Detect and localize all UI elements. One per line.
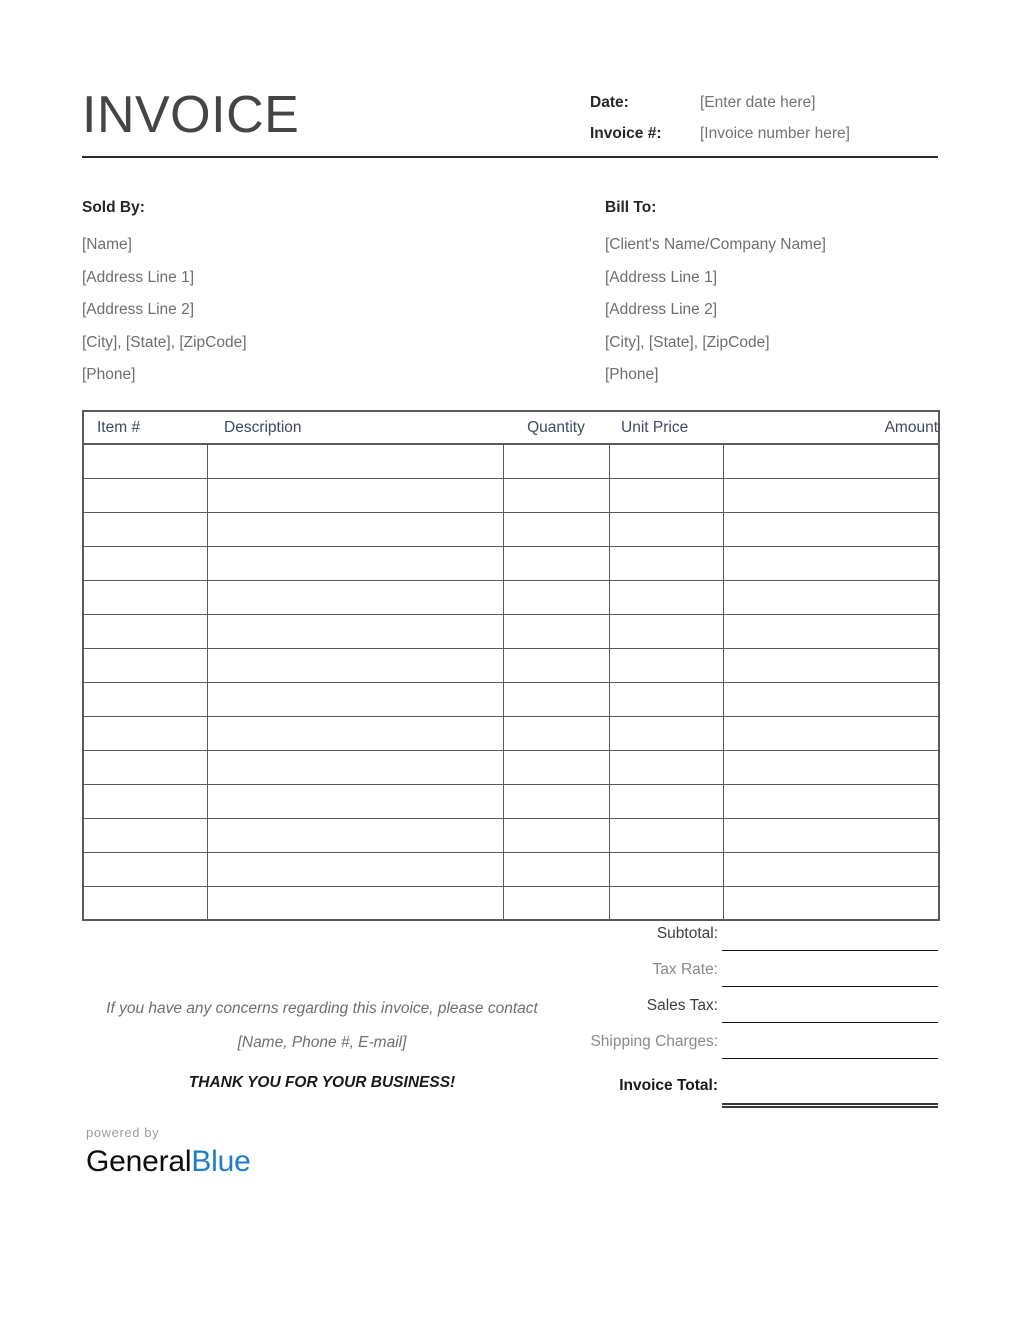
cell-quantity[interactable] <box>503 750 609 784</box>
cell-unit-price[interactable] <box>609 648 723 682</box>
table-row <box>83 580 939 614</box>
cell-item[interactable] <box>83 478 207 512</box>
cell-item[interactable] <box>83 784 207 818</box>
bill-to-heading: Bill To: <box>605 199 657 216</box>
cell-unit-price[interactable] <box>609 852 723 886</box>
cell-description[interactable] <box>207 716 503 750</box>
cell-item[interactable] <box>83 818 207 852</box>
cell-quantity[interactable] <box>503 580 609 614</box>
cell-amount[interactable] <box>723 546 939 580</box>
table-row <box>83 818 939 852</box>
shipping-charges-label: Shipping Charges: <box>590 1033 718 1050</box>
cell-unit-price[interactable] <box>609 614 723 648</box>
line-items-table <box>82 410 940 921</box>
subtotal-label: Subtotal: <box>656 925 718 942</box>
cell-quantity[interactable] <box>503 784 609 818</box>
cell-quantity[interactable] <box>503 444 609 478</box>
table-row <box>83 444 939 478</box>
table-row <box>83 478 939 512</box>
cell-unit-price[interactable] <box>609 580 723 614</box>
table-row <box>83 648 939 682</box>
invoice-meta <box>590 94 938 156</box>
table-row <box>83 614 939 648</box>
sales-tax-row <box>520 994 938 1030</box>
invoice-total-label: Invoice Total: <box>619 1077 718 1094</box>
table-row <box>83 682 939 716</box>
cell-amount[interactable] <box>723 852 939 886</box>
sold-by-address2[interactable]: [Address Line 2] <box>82 301 195 318</box>
bill-to-phone[interactable]: [Phone] <box>605 366 659 383</box>
date-field[interactable]: [Enter date here] <box>700 94 816 111</box>
cell-amount[interactable] <box>723 818 939 852</box>
cell-unit-price[interactable] <box>609 784 723 818</box>
cell-item[interactable] <box>83 512 207 546</box>
cell-item[interactable] <box>83 750 207 784</box>
cell-quantity[interactable] <box>503 546 609 580</box>
cell-description[interactable] <box>207 546 503 580</box>
sold-by-phone[interactable]: [Phone] <box>82 366 136 383</box>
cell-quantity[interactable] <box>503 512 609 546</box>
table-header-row <box>83 411 939 444</box>
cell-quantity[interactable] <box>503 478 609 512</box>
cell-amount[interactable] <box>723 784 939 818</box>
table-body <box>83 444 939 920</box>
cell-amount[interactable] <box>723 614 939 648</box>
subtotal-underline <box>722 950 938 951</box>
cell-description[interactable] <box>207 682 503 716</box>
bill-to-name[interactable]: [Client's Name/Company Name] <box>605 236 826 253</box>
column-header-description: Description <box>224 418 302 436</box>
cell-amount[interactable] <box>723 512 939 546</box>
cell-amount[interactable] <box>723 716 939 750</box>
brand-wordmark <box>86 1144 251 1180</box>
page-title: INVOICE <box>82 86 300 144</box>
column-header-quantity: Quantity <box>527 418 585 436</box>
cell-description[interactable] <box>207 648 503 682</box>
sold-by-city[interactable]: [City], [State], [ZipCode] <box>82 333 247 351</box>
table-row <box>83 716 939 750</box>
cell-unit-price[interactable] <box>609 478 723 512</box>
date-label: Date: <box>590 94 629 111</box>
cell-unit-price[interactable] <box>609 546 723 580</box>
header-divider <box>82 156 938 158</box>
cell-item[interactable] <box>83 852 207 886</box>
notes-section <box>82 992 562 1095</box>
invoice-number-field[interactable]: [Invoice number here] <box>700 125 850 142</box>
brand-name-blue: Blue <box>191 1145 251 1178</box>
cell-item[interactable] <box>83 682 207 716</box>
powered-by-label: powered by <box>86 1125 160 1140</box>
bill-to-address2[interactable]: [Address Line 2] <box>605 301 718 318</box>
cell-description[interactable] <box>207 512 503 546</box>
cell-unit-price[interactable] <box>609 716 723 750</box>
generalblue-logo <box>86 1124 251 1180</box>
sold-by-name[interactable]: [Name] <box>82 236 132 253</box>
thank-you-message: THANK YOU FOR YOUR BUSINESS! <box>188 1074 456 1091</box>
table-row <box>83 546 939 580</box>
cell-quantity[interactable] <box>503 648 609 682</box>
table-row <box>83 512 939 546</box>
cell-unit-price[interactable] <box>609 818 723 852</box>
sold-by-block <box>82 198 482 392</box>
cell-item[interactable] <box>83 716 207 750</box>
cell-amount[interactable] <box>723 750 939 784</box>
column-header-amount: Amount <box>884 418 938 436</box>
invoice-header <box>82 88 938 160</box>
shipping-charges-underline <box>722 1058 938 1059</box>
shipping-charges-row <box>520 1030 938 1066</box>
cell-amount[interactable] <box>723 444 939 478</box>
cell-description[interactable] <box>207 750 503 784</box>
totals-section <box>520 922 938 1116</box>
cell-unit-price[interactable] <box>609 886 723 920</box>
cell-description[interactable] <box>207 444 503 478</box>
subtotal-row <box>520 922 938 958</box>
invoice-total-row <box>520 1072 938 1116</box>
cell-item[interactable] <box>83 444 207 478</box>
invoice-number-label: Invoice #: <box>590 125 662 142</box>
contact-note-line-2[interactable]: [Name, Phone #, E-mail] <box>237 1034 407 1051</box>
cell-amount[interactable] <box>723 682 939 716</box>
column-header-unit-price: Unit Price <box>621 418 689 436</box>
cell-amount[interactable] <box>723 580 939 614</box>
sales-tax-underline <box>722 1022 938 1023</box>
cell-description[interactable] <box>207 614 503 648</box>
cell-description[interactable] <box>207 852 503 886</box>
tax-rate-row <box>520 958 938 994</box>
sold-by-heading: Sold By: <box>82 199 145 216</box>
cell-quantity[interactable] <box>503 716 609 750</box>
sold-by-address1[interactable]: [Address Line 1] <box>82 268 195 286</box>
invoice-total-underline <box>722 1103 938 1108</box>
date-row <box>590 94 938 125</box>
cell-amount[interactable] <box>723 886 939 920</box>
cell-amount[interactable] <box>723 648 939 682</box>
brand-name-general: General <box>86 1145 192 1178</box>
cell-unit-price[interactable] <box>609 682 723 716</box>
bill-to-address1[interactable]: [Address Line 1] <box>605 268 718 286</box>
column-header-item: Item # <box>97 418 141 436</box>
cell-quantity[interactable] <box>503 886 609 920</box>
cell-quantity[interactable] <box>503 818 609 852</box>
cell-description[interactable] <box>207 478 503 512</box>
cell-description[interactable] <box>207 886 503 920</box>
table-row <box>83 886 939 920</box>
cell-item[interactable] <box>83 546 207 580</box>
table-row <box>83 750 939 784</box>
cell-quantity[interactable] <box>503 614 609 648</box>
cell-amount[interactable] <box>723 478 939 512</box>
bill-to-city[interactable]: [City], [State], [ZipCode] <box>605 333 770 351</box>
table-row <box>83 852 939 886</box>
cell-unit-price[interactable] <box>609 512 723 546</box>
cell-quantity[interactable] <box>503 682 609 716</box>
cell-quantity[interactable] <box>503 852 609 886</box>
cell-item[interactable] <box>83 580 207 614</box>
cell-item[interactable] <box>83 886 207 920</box>
cell-unit-price[interactable] <box>609 750 723 784</box>
bill-to-block <box>605 198 1005 392</box>
tax-rate-label: Tax Rate: <box>652 961 718 978</box>
contact-note-line-1: If you have any concerns regarding this invoice, please contact <box>106 1000 538 1017</box>
tax-rate-underline <box>722 986 938 987</box>
cell-description[interactable] <box>207 818 503 852</box>
cell-description[interactable] <box>207 580 503 614</box>
cell-unit-price[interactable] <box>609 444 723 478</box>
cell-item[interactable] <box>83 614 207 648</box>
invoice-number-row <box>590 125 938 156</box>
table-row <box>83 784 939 818</box>
table-header <box>83 411 939 444</box>
cell-description[interactable] <box>207 784 503 818</box>
cell-item[interactable] <box>83 648 207 682</box>
sales-tax-label: Sales Tax: <box>646 997 718 1014</box>
